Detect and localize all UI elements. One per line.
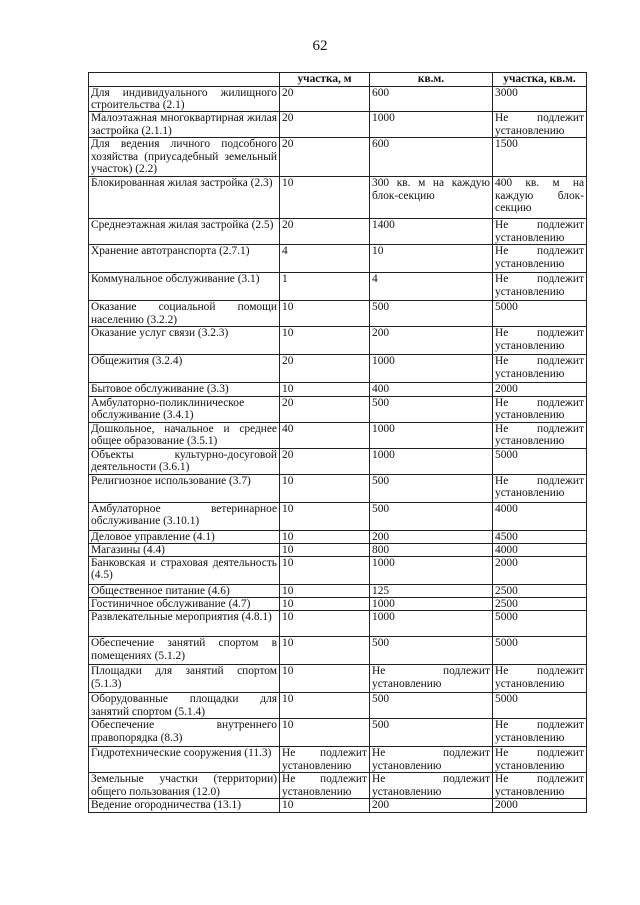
cell-setback: 10: [280, 474, 370, 502]
table-row: [89, 693, 587, 719]
cell-setback: 20: [280, 112, 370, 138]
table-row: [89, 87, 587, 112]
table-row: [89, 327, 587, 355]
cell-use-name: Бытовое обслуживание (3.3): [89, 383, 280, 396]
cell-use-name: Амбулаторное ветеринарное обслуживание (3.10.1): [89, 502, 280, 530]
cell-use-name: Обеспечение занятий спортом в помещениях (5.1.2): [89, 637, 280, 665]
cell-min-area: 10: [370, 245, 493, 273]
cell-use-name: Объекты культурно-досуговой деятельности (3.6.1): [89, 448, 280, 474]
cell-use-name: Общежития (3.2.4): [89, 355, 280, 383]
cell-max-area: 4500: [493, 530, 587, 543]
table-row: [89, 773, 587, 799]
table-header-row: [89, 73, 587, 87]
table-row: [89, 665, 587, 693]
table-row: [89, 245, 587, 273]
table-row: [89, 747, 587, 773]
table-row: [89, 474, 587, 502]
cell-min-area: 600: [370, 138, 493, 177]
table-body: [89, 87, 587, 813]
cell-use-name: Малоэтажная многоквартирная жилая застройка (2.1.1): [89, 112, 280, 138]
cell-max-area: Не подлежит установлению: [493, 665, 587, 693]
table-row: [89, 112, 587, 138]
cell-use-name: Оборудованные площадки для занятий спортом (5.1.4): [89, 693, 280, 719]
cell-max-area: 2500: [493, 585, 587, 598]
cell-max-area: 400 кв. м на каждую блок-секцию: [493, 177, 587, 219]
cell-min-area: 1000: [370, 112, 493, 138]
cell-min-area: 600: [370, 87, 493, 112]
cell-setback: 20: [280, 396, 370, 422]
cell-setback: 10: [280, 637, 370, 665]
cell-use-name: Развлекательные мероприятия (4.8.1): [89, 611, 280, 637]
table-row: [89, 799, 587, 812]
table-row: [89, 557, 587, 585]
cell-max-area: 5000: [493, 448, 587, 474]
cell-setback: 10: [280, 383, 370, 396]
cell-max-area: Не подлежит установлению: [493, 474, 587, 502]
table-row: [89, 177, 587, 219]
cell-min-area: 500: [370, 637, 493, 665]
cell-min-area: 500: [370, 396, 493, 422]
cell-min-area: 500: [370, 693, 493, 719]
table-row: [89, 611, 587, 637]
table-row: [89, 502, 587, 530]
cell-max-area: 5000: [493, 637, 587, 665]
cell-use-name: Дошкольное, начальное и среднее общее образование (3.5.1): [89, 422, 280, 448]
cell-setback: 10: [280, 530, 370, 543]
cell-max-area: Не подлежит установлению: [493, 112, 587, 138]
cell-setback: 10: [280, 611, 370, 637]
table-row: [89, 530, 587, 543]
cell-min-area: Не подлежит установлению: [370, 747, 493, 773]
cell-min-area: 1000: [370, 611, 493, 637]
cell-max-area: 4000: [493, 543, 587, 556]
table-row: [89, 637, 587, 665]
cell-max-area: 5000: [493, 301, 587, 327]
zoning-parameters-table: [88, 72, 587, 813]
cell-setback: 10: [280, 502, 370, 530]
cell-setback: 10: [280, 665, 370, 693]
cell-setback: 10: [280, 177, 370, 219]
cell-min-area: 1000: [370, 422, 493, 448]
table-row: [89, 355, 587, 383]
table-row: [89, 448, 587, 474]
table-row: [89, 543, 587, 556]
cell-use-name: Коммунальное обслуживание (3.1): [89, 273, 280, 301]
cell-max-area: 1500: [493, 138, 587, 177]
cell-min-area: 500: [370, 301, 493, 327]
cell-use-name: Блокированная жилая застройка (2.3): [89, 177, 280, 219]
cell-min-area: 200: [370, 530, 493, 543]
header-name: [89, 73, 280, 87]
cell-max-area: 5000: [493, 611, 587, 637]
cell-setback: Не подлежит установлению: [280, 747, 370, 773]
cell-use-name: Оказание услуг связи (3.2.3): [89, 327, 280, 355]
cell-max-area: 2500: [493, 598, 587, 611]
cell-use-name: Ведение огородничества (13.1): [89, 799, 280, 812]
cell-setback: 20: [280, 219, 370, 245]
cell-use-name: Гидротехнические сооружения (11.3): [89, 747, 280, 773]
cell-setback: 10: [280, 719, 370, 747]
table-row: [89, 383, 587, 396]
cell-use-name: Для ведения личного подсобного хозяйства (приусадебный земельный участок) (2.2): [89, 138, 280, 177]
table-row: [89, 301, 587, 327]
cell-max-area: Не подлежит установлению: [493, 422, 587, 448]
cell-setback: 40: [280, 422, 370, 448]
cell-use-name: Земельные участки (территории) общего пользования (12.0): [89, 773, 280, 799]
cell-setback: 10: [280, 557, 370, 585]
table-row: [89, 585, 587, 598]
cell-max-area: Не подлежит установлению: [493, 355, 587, 383]
table-row: [89, 138, 587, 177]
cell-use-name: Магазины (4.4): [89, 543, 280, 556]
cell-min-area: 400: [370, 383, 493, 396]
cell-use-name: Религиозное использование (3.7): [89, 474, 280, 502]
cell-min-area: 300 кв. м на каждую блок-секцию: [370, 177, 493, 219]
table-row: [89, 719, 587, 747]
header-min-area: кв.м.: [370, 73, 493, 87]
cell-max-area: Не подлежит установлению: [493, 327, 587, 355]
cell-setback: 10: [280, 585, 370, 598]
cell-min-area: 500: [370, 502, 493, 530]
cell-min-area: 500: [370, 474, 493, 502]
cell-max-area: 2000: [493, 799, 587, 812]
cell-setback: 10: [280, 693, 370, 719]
cell-max-area: 5000: [493, 693, 587, 719]
cell-min-area: 200: [370, 327, 493, 355]
cell-use-name: Для индивидуального жилищного строительства (2.1): [89, 87, 280, 112]
cell-use-name: Гостиничное обслуживание (4.7): [89, 598, 280, 611]
cell-setback: 20: [280, 355, 370, 383]
cell-min-area: 4: [370, 273, 493, 301]
cell-min-area: 200: [370, 799, 493, 812]
cell-max-area: 4000: [493, 502, 587, 530]
cell-setback: Не подлежит установлению: [280, 773, 370, 799]
cell-use-name: Оказание социальной помощи населению (3.2.2): [89, 301, 280, 327]
cell-min-area: 800: [370, 543, 493, 556]
cell-setback: 10: [280, 799, 370, 812]
cell-min-area: 1000: [370, 355, 493, 383]
table-row: [89, 422, 587, 448]
table-row: [89, 273, 587, 301]
cell-setback: 20: [280, 138, 370, 177]
cell-use-name: Среднеэтажная жилая застройка (2.5): [89, 219, 280, 245]
table-row: [89, 598, 587, 611]
cell-setback: 20: [280, 87, 370, 112]
cell-setback: 20: [280, 448, 370, 474]
cell-max-area: 3000: [493, 87, 587, 112]
cell-min-area: Не подлежит установлению: [370, 665, 493, 693]
cell-max-area: Не подлежит установлению: [493, 219, 587, 245]
cell-use-name: Амбулаторно-поликлиническое обслуживание (3.4.1): [89, 396, 280, 422]
cell-max-area: Не подлежит установлению: [493, 747, 587, 773]
cell-min-area: 125: [370, 585, 493, 598]
cell-setback: 4: [280, 245, 370, 273]
header-max-area: участка, кв.м.: [493, 73, 587, 87]
cell-min-area: Не подлежит установлению: [370, 773, 493, 799]
cell-setback: 10: [280, 327, 370, 355]
cell-max-area: Не подлежит установлению: [493, 773, 587, 799]
cell-setback: 10: [280, 598, 370, 611]
cell-max-area: Не подлежит установлению: [493, 396, 587, 422]
cell-use-name: Общественное питание (4.6): [89, 585, 280, 598]
cell-setback: 10: [280, 301, 370, 327]
table-row: [89, 396, 587, 422]
cell-setback: 10: [280, 543, 370, 556]
cell-max-area: 2000: [493, 383, 587, 396]
cell-min-area: 1000: [370, 598, 493, 611]
cell-min-area: 500: [370, 719, 493, 747]
cell-min-area: 1000: [370, 448, 493, 474]
cell-max-area: Не подлежит установлению: [493, 273, 587, 301]
header-setback: участка, м: [280, 73, 370, 87]
cell-min-area: 1400: [370, 219, 493, 245]
cell-setback: 1: [280, 273, 370, 301]
cell-use-name: Обеспечение внутреннего правопорядка (8.3): [89, 719, 280, 747]
cell-use-name: Хранение автотранспорта (2.7.1): [89, 245, 280, 273]
cell-use-name: Банковская и страховая деятельность (4.5): [89, 557, 280, 585]
cell-use-name: Площадки для занятий спортом (5.1.3): [89, 665, 280, 693]
cell-max-area: Не подлежит установлению: [493, 719, 587, 747]
table-row: [89, 219, 587, 245]
cell-max-area: Не подлежит установлению: [493, 245, 587, 273]
cell-min-area: 1000: [370, 557, 493, 585]
page-number: 62: [312, 38, 328, 54]
cell-use-name: Деловое управление (4.1): [89, 530, 280, 543]
cell-max-area: 2000: [493, 557, 587, 585]
